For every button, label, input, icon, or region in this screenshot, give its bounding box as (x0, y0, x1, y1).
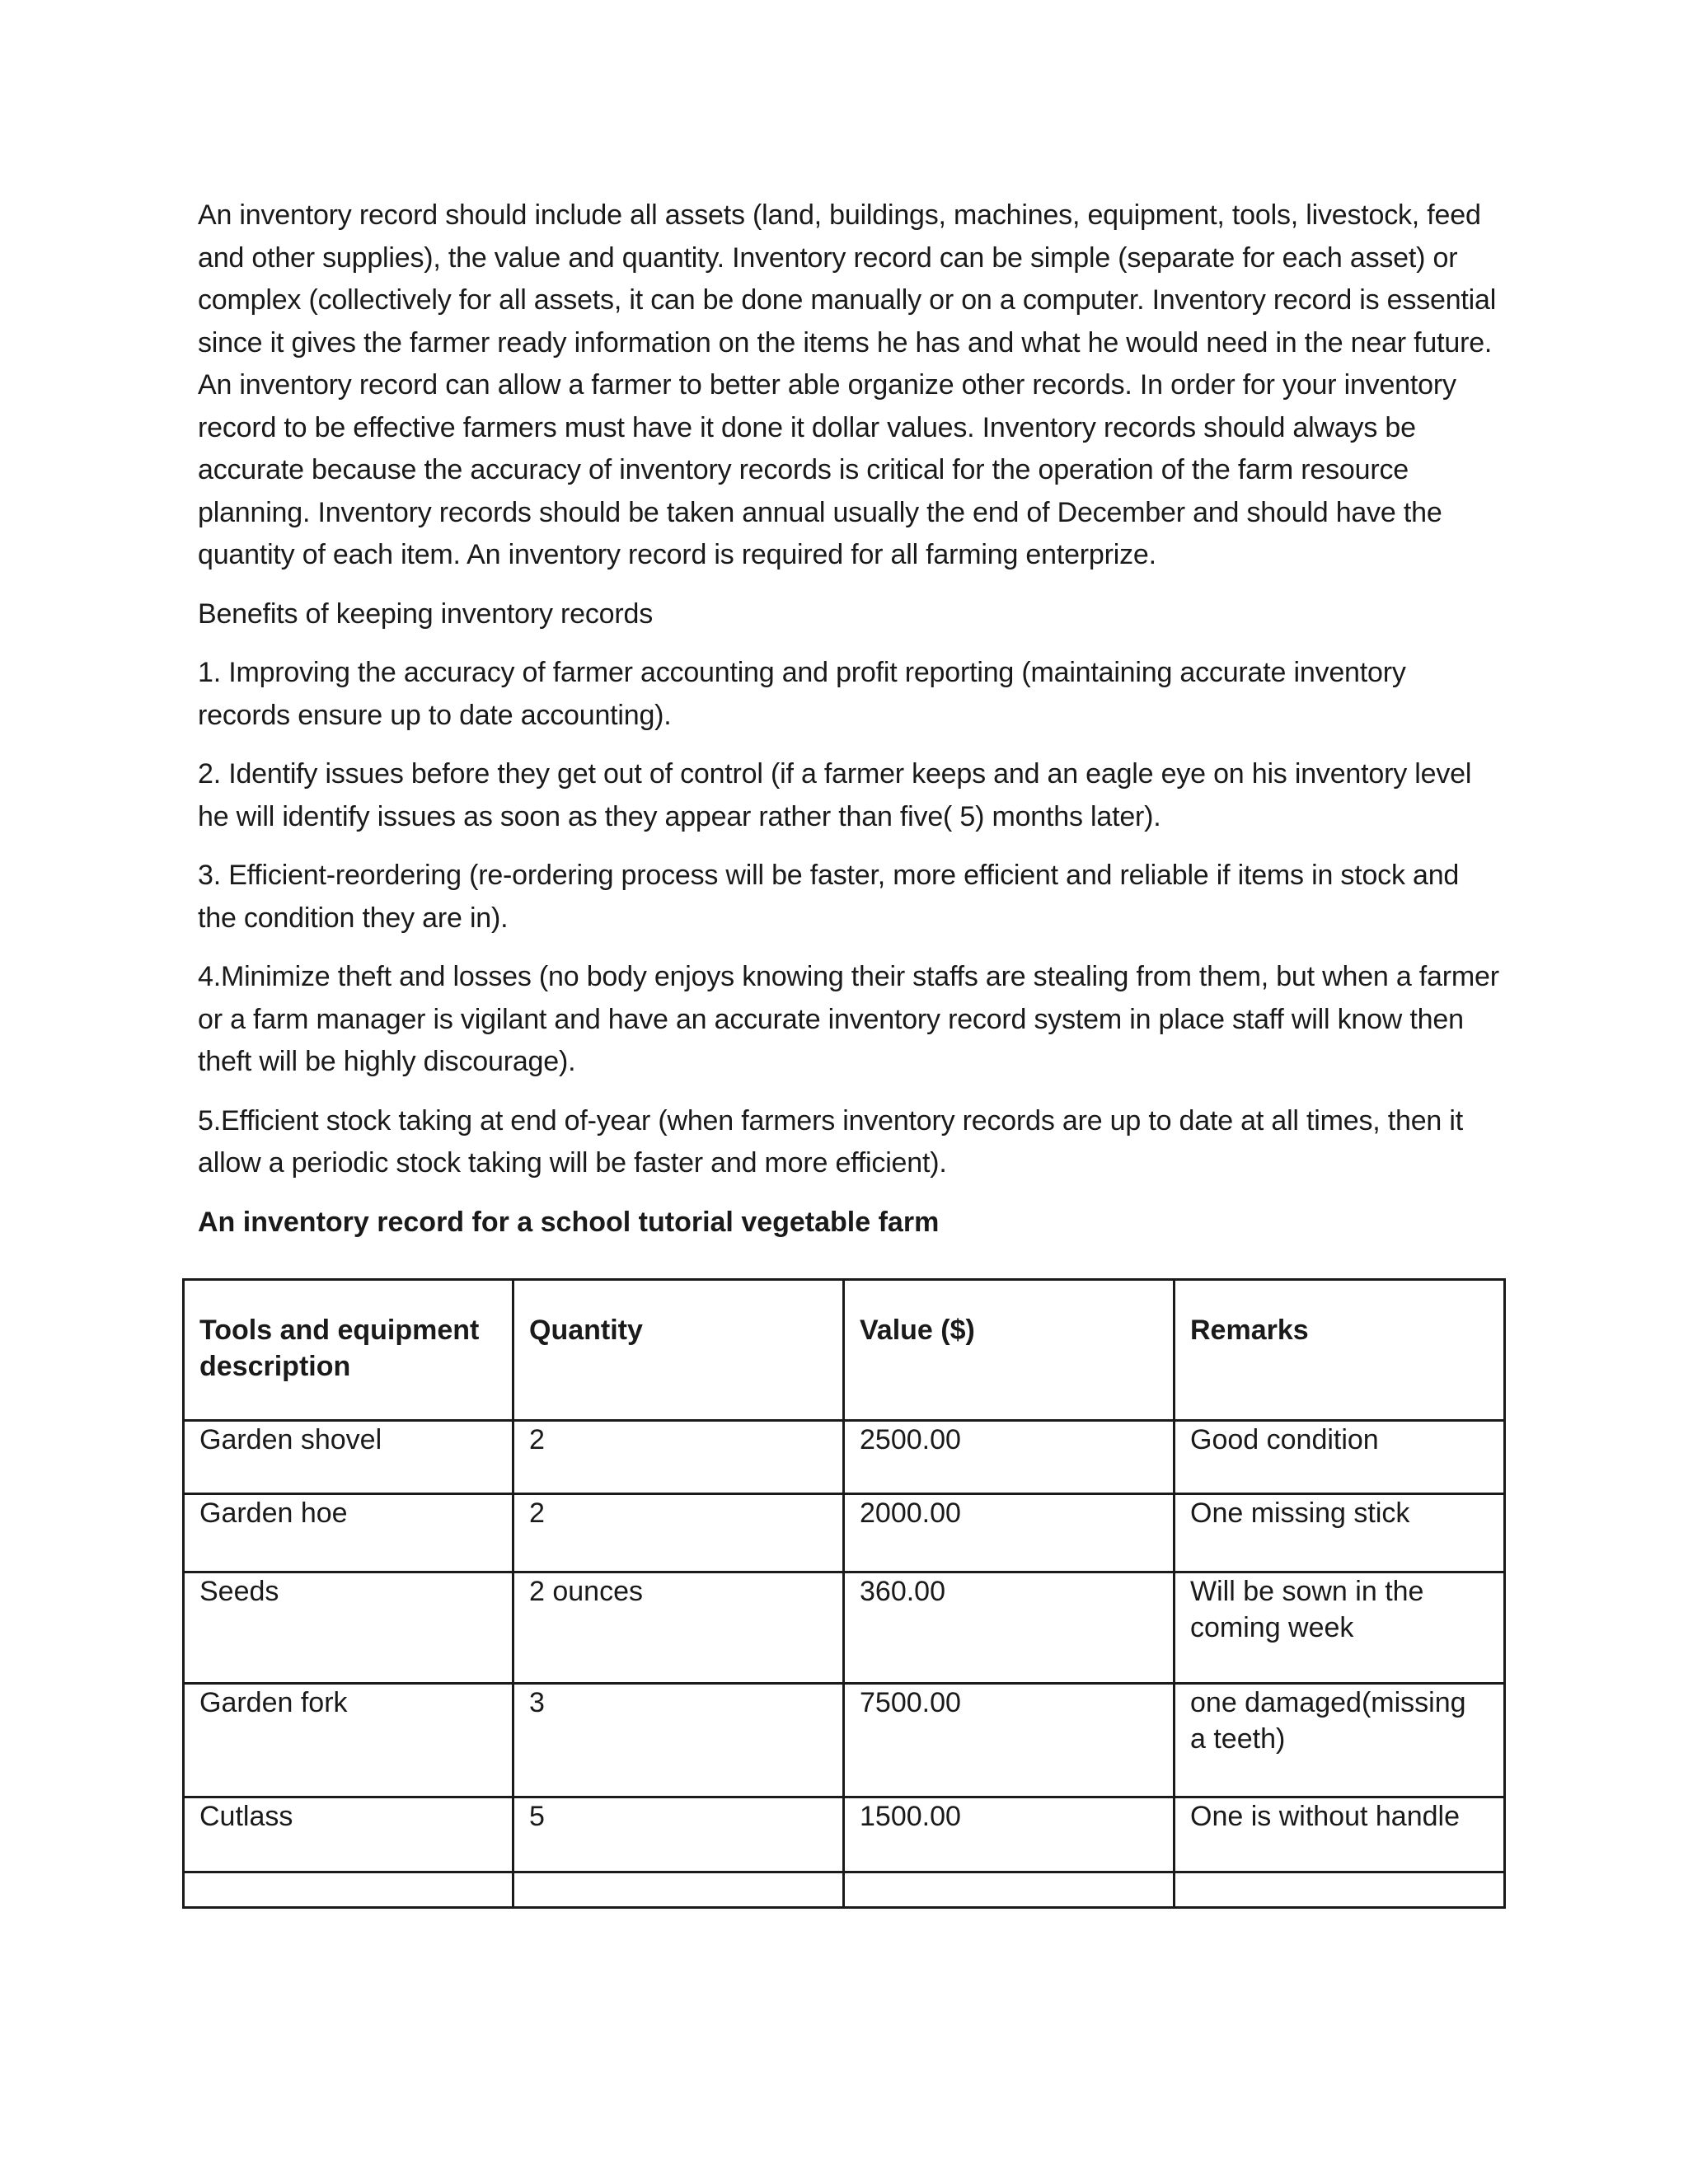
table-title: An inventory record for a school tutorial vegetable farm (198, 1206, 940, 1238)
header-remarks: Remarks (1175, 1280, 1505, 1421)
cell-value: 2000.00 (844, 1494, 1175, 1572)
empty-cell (513, 1872, 844, 1908)
cell-description: Garden hoe (184, 1494, 513, 1572)
cell-value: 360.00 (844, 1572, 1175, 1684)
cell-quantity: 5 (513, 1797, 844, 1872)
benefits-title: Benefits of keeping inventory records (198, 598, 654, 630)
cell-remarks: Good condition (1175, 1421, 1505, 1494)
empty-cell (1175, 1872, 1505, 1908)
header-value: Value ($) (844, 1280, 1175, 1421)
cell-description: Seeds (184, 1572, 513, 1684)
table-row (184, 1797, 1505, 1872)
table-row (184, 1572, 1505, 1684)
cell-value: 1500.00 (844, 1797, 1175, 1872)
cell-quantity: 2 (513, 1421, 844, 1494)
benefit-item-3: 3. Efficient-reordering (re-ordering process will be faster, more efficient and reliable if items in stock and the condition they are in). (198, 860, 1460, 934)
cell-value: 7500.00 (844, 1684, 1175, 1797)
cell-remarks: One is without handle (1175, 1797, 1505, 1872)
empty-cell (184, 1872, 513, 1908)
empty-cell (844, 1872, 1175, 1908)
benefit-item-2: 2. Identify issues before they get out of control (if a farmer keeps and an eagle eye on his inventory level he will identify issues as soon as they appear rather than five( 5) months later). (198, 758, 1472, 832)
cell-value: 2500.00 (844, 1421, 1175, 1494)
benefit-item-5: 5.Efficient stock taking at end of-year (when farmers inventory records are up to date at all times, then it allow a periodic stock taking will be faster and more efficient). (198, 1104, 1463, 1179)
cell-remarks: Will be sown in the coming week (1175, 1572, 1505, 1684)
cell-quantity: 2 ounces (513, 1572, 844, 1684)
benefit-item-4: 4.Minimize theft and losses (no body enjoys knowing their staffs are stealing from them, but when a farmer or a farm manager is vigilant and have an accurate inventory record system in place staff will know then theft will be highly discourage). (198, 961, 1499, 1077)
intro-paragraph: An inventory record should include all assets (land, buildings, machines, equipment, tools, livestock, feed and other supplies), the value and quantity. Inventory record can be simple (separate for each asset) or complex (collectively for all assets, it can be done manually or on a computer. Inventory record is essential since it gives the farmer ready information on the items he has and what he would need in the near future. An inventory record can allow a farmer to better able organize other records. In order for your inventory record to be effective farmers must have it done it dollar values. Inventory records should always be accurate because the accuracy of inventory records is critical for the operation of the farm resource planning. Inventory records should be taken annual usually the end of December and should have the quantity of each item. An inventory record is required for all farming enterprize. (198, 199, 1497, 570)
header-quantity: Quantity (513, 1280, 844, 1421)
cell-remarks: one damaged(missing a teeth) (1175, 1684, 1505, 1797)
benefit-item-1: 1. Improving the accuracy of farmer accounting and profit reporting (maintaining accurate inventory records ensure up to date accounting). (198, 657, 1406, 731)
table-header-row (184, 1280, 1505, 1421)
inventory-table (182, 1278, 1506, 1909)
table-row (184, 1421, 1505, 1494)
document-page (198, 194, 1500, 1909)
cell-description: Cutlass (184, 1797, 513, 1872)
cell-quantity: 3 (513, 1684, 844, 1797)
cell-description: Garden fork (184, 1684, 513, 1797)
table-row-empty (184, 1872, 1505, 1908)
cell-description: Garden shovel (184, 1421, 513, 1494)
table-row (184, 1494, 1505, 1572)
cell-quantity: 2 (513, 1494, 844, 1572)
table-row (184, 1684, 1505, 1797)
cell-remarks: One missing stick (1175, 1494, 1505, 1572)
header-description: Tools and equipment description (184, 1280, 513, 1421)
